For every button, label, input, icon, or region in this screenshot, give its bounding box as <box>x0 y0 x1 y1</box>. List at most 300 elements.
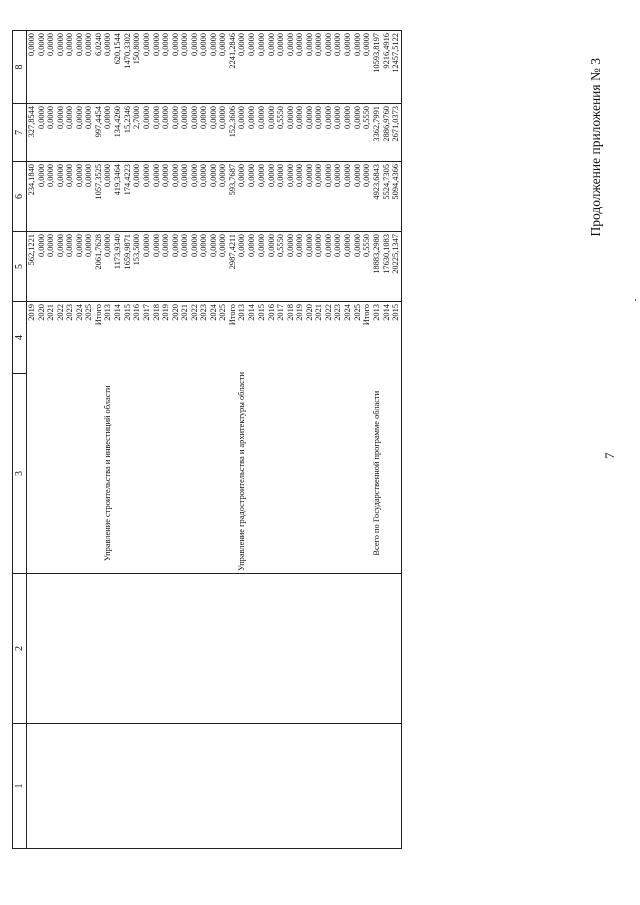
cell-col2 <box>132 574 142 724</box>
cell-organization <box>382 374 392 574</box>
table-row <box>362 31 372 849</box>
table-row <box>27 31 37 849</box>
cell-organization <box>218 374 228 574</box>
cell-year: 2021 <box>180 302 190 374</box>
cell-year: 2024 <box>75 302 85 374</box>
cell-year: 2025 <box>353 302 363 374</box>
cell-col2 <box>218 574 228 724</box>
cell-col1 <box>75 724 85 849</box>
cell-v5: 0,0000 <box>152 162 162 232</box>
cell-v5: 0,0000 <box>305 162 315 232</box>
cell-col2 <box>305 574 315 724</box>
cell-v5: 0,0000 <box>267 162 277 232</box>
column-header-8: 8 <box>13 31 27 104</box>
cell-organization <box>333 374 343 574</box>
table-row <box>132 31 142 849</box>
budget-table <box>12 30 402 849</box>
cell-year: 2013 <box>237 302 247 374</box>
cell-v6: 0,0000 <box>286 104 296 162</box>
table-row <box>84 31 94 849</box>
cell-v5: 0,0000 <box>46 162 56 232</box>
cell-organization <box>343 374 353 574</box>
cell-v5: 0,0000 <box>103 162 113 232</box>
cell-col1 <box>228 724 238 849</box>
cell-v8: 0,0000 <box>56 31 66 104</box>
cell-col2 <box>199 574 209 724</box>
cell-total: 0,0000 <box>295 232 305 302</box>
cell-col2 <box>382 574 392 724</box>
cell-organization <box>180 374 190 574</box>
cell-total: 0,0000 <box>46 232 56 302</box>
cell-total: 0,0000 <box>286 232 296 302</box>
cell-year: 2021 <box>46 302 56 374</box>
cell-organization <box>209 374 219 574</box>
cell-total: 0,0000 <box>267 232 277 302</box>
table-row <box>228 31 238 849</box>
cell-organization <box>171 374 181 574</box>
cell-organization: Управление строительства и инвестиций области <box>103 374 113 574</box>
table-row <box>276 31 286 849</box>
cell-organization <box>190 374 200 574</box>
cell-v8: 0,0000 <box>209 31 219 104</box>
cell-col1 <box>324 724 334 849</box>
table-row <box>324 31 334 849</box>
cell-col1 <box>305 724 315 849</box>
cell-v8: 0,0000 <box>324 31 334 104</box>
cell-v6: 0,0000 <box>65 104 75 162</box>
cell-col2 <box>343 574 353 724</box>
cell-organization <box>391 374 401 574</box>
cell-col1 <box>142 724 152 849</box>
cell-v6: 0,0000 <box>333 104 343 162</box>
cell-year: 2014 <box>247 302 257 374</box>
cell-year: 2018 <box>152 302 162 374</box>
cell-col1 <box>199 724 209 849</box>
table-row <box>305 31 315 849</box>
cell-v5: 0,0000 <box>353 162 363 232</box>
table-row <box>237 31 247 849</box>
table-row <box>75 31 85 849</box>
cell-col1 <box>353 724 363 849</box>
column-header-6: 6 <box>13 162 27 232</box>
cell-total: 0,0000 <box>103 232 113 302</box>
table-row <box>247 31 257 849</box>
cell-v6: 997,4454 <box>94 104 104 162</box>
cell-col1 <box>123 724 133 849</box>
cell-organization <box>267 374 277 574</box>
cell-col2 <box>37 574 47 724</box>
cell-v6: 0,0000 <box>142 104 152 162</box>
cell-year: 2023 <box>199 302 209 374</box>
table-row <box>295 31 305 849</box>
cell-total: 0,0000 <box>199 232 209 302</box>
cell-v6: 0,0000 <box>180 104 190 162</box>
cell-organization <box>142 374 152 574</box>
cell-v8: 12457,5122 <box>391 31 401 104</box>
cell-col2 <box>324 574 334 724</box>
cell-organization: Управление градостроительства и архитектуры области <box>237 374 247 574</box>
cell-v5: 5524,7305 <box>382 162 392 232</box>
cell-v5: 0,0000 <box>343 162 353 232</box>
cell-year: 2024 <box>343 302 353 374</box>
table-header-row <box>13 31 27 849</box>
table-row <box>37 31 47 849</box>
stray-mark <box>635 299 636 301</box>
cell-col1 <box>267 724 277 849</box>
cell-v8: 0,0000 <box>267 31 277 104</box>
cell-total: 562,1221 <box>27 232 37 302</box>
column-header-4: 4 <box>13 302 27 374</box>
table-row <box>113 31 123 849</box>
cell-organization <box>228 374 238 574</box>
cell-v6: 0,0000 <box>37 104 47 162</box>
cell-organization <box>113 374 123 574</box>
cell-organization <box>46 374 56 574</box>
cell-col1 <box>180 724 190 849</box>
cell-v8: 0,0000 <box>295 31 305 104</box>
cell-col1 <box>333 724 343 849</box>
cell-year: 2013 <box>103 302 113 374</box>
cell-col1 <box>46 724 56 849</box>
cell-organization <box>27 374 37 574</box>
table-row <box>180 31 190 849</box>
cell-v6: 0,0000 <box>209 104 219 162</box>
cell-v8: 0,0000 <box>333 31 343 104</box>
table-row <box>171 31 181 849</box>
cell-v6: 2,7000 <box>132 104 142 162</box>
cell-col2 <box>84 574 94 724</box>
cell-organization <box>314 374 324 574</box>
cell-organization <box>65 374 75 574</box>
cell-organization <box>37 374 47 574</box>
cell-organization <box>132 374 142 574</box>
cell-col1 <box>286 724 296 849</box>
cell-v8: 0,0000 <box>84 31 94 104</box>
cell-total: 0,0000 <box>56 232 66 302</box>
cell-v6: 0,0000 <box>353 104 363 162</box>
cell-year: 2025 <box>84 302 94 374</box>
table-row <box>218 31 228 849</box>
column-header-3: 3 <box>13 374 27 574</box>
cell-v5: 0,0000 <box>218 162 228 232</box>
cell-v8: 0,0000 <box>65 31 75 104</box>
cell-year: 2022 <box>190 302 200 374</box>
cell-v5: 0,0000 <box>161 162 171 232</box>
cell-v5: 4923,6843 <box>372 162 382 232</box>
cell-v5: 0,0000 <box>286 162 296 232</box>
cell-organization <box>94 374 104 574</box>
cell-v8: 0,0000 <box>218 31 228 104</box>
cell-year: 2015 <box>391 302 401 374</box>
cell-year: 2024 <box>209 302 219 374</box>
cell-v6: 0,0000 <box>267 104 277 162</box>
cell-v6: 0,0000 <box>56 104 66 162</box>
cell-v6: 0,0000 <box>257 104 267 162</box>
cell-organization <box>247 374 257 574</box>
cell-col1 <box>372 724 382 849</box>
cell-v6: 0,0000 <box>161 104 171 162</box>
cell-col2 <box>333 574 343 724</box>
cell-col1 <box>237 724 247 849</box>
cell-organization <box>56 374 66 574</box>
cell-total: 0,0000 <box>257 232 267 302</box>
cell-col2 <box>257 574 267 724</box>
table-row <box>372 31 382 849</box>
cell-v8: 0,0000 <box>305 31 315 104</box>
cell-total: 0,0000 <box>171 232 181 302</box>
cell-total: 17630,1083 <box>382 232 392 302</box>
cell-v6: 0,0000 <box>171 104 181 162</box>
cell-col1 <box>190 724 200 849</box>
column-header-7: 7 <box>13 104 27 162</box>
cell-v8: 150,8000 <box>132 31 142 104</box>
cell-col1 <box>113 724 123 849</box>
cell-v8: 1470,3302 <box>123 31 133 104</box>
cell-organization <box>295 374 305 574</box>
cell-v5: 0,0000 <box>314 162 324 232</box>
cell-v6: 134,4260 <box>113 104 123 162</box>
cell-col2 <box>267 574 277 724</box>
table-row <box>56 31 66 849</box>
cell-total: 0,0000 <box>343 232 353 302</box>
cell-organization <box>199 374 209 574</box>
cell-v8: 0,0000 <box>161 31 171 104</box>
cell-total: 0,0000 <box>305 232 315 302</box>
cell-year: 2017 <box>142 302 152 374</box>
cell-v8: 0,0000 <box>46 31 56 104</box>
cell-v5: 0,0000 <box>75 162 85 232</box>
cell-v5: 0,0000 <box>37 162 47 232</box>
cell-organization <box>362 374 372 574</box>
cell-v6: 0,5550 <box>276 104 286 162</box>
cell-v6: 0,0000 <box>343 104 353 162</box>
cell-v6: 152,3606 <box>228 104 238 162</box>
cell-col1 <box>37 724 47 849</box>
cell-col1 <box>132 724 142 849</box>
cell-total: 0,0000 <box>65 232 75 302</box>
cell-organization <box>353 374 363 574</box>
cell-year: 2015 <box>123 302 133 374</box>
cell-col2 <box>209 574 219 724</box>
cell-total: 0,0000 <box>353 232 363 302</box>
cell-col1 <box>27 724 37 849</box>
cell-v5: 593,7687 <box>228 162 238 232</box>
cell-v5: 1057,3525 <box>94 162 104 232</box>
table-row <box>199 31 209 849</box>
cell-v5: 0,0000 <box>84 162 94 232</box>
cell-col1 <box>209 724 219 849</box>
table-row <box>286 31 296 849</box>
cell-total: 2987,4211 <box>228 232 238 302</box>
cell-col2 <box>142 574 152 724</box>
cell-v6: 0,0000 <box>152 104 162 162</box>
cell-organization <box>305 374 315 574</box>
cell-total: 0,0000 <box>209 232 219 302</box>
cell-col1 <box>161 724 171 849</box>
cell-v8: 0,0000 <box>343 31 353 104</box>
cell-v6: 0,0000 <box>199 104 209 162</box>
cell-v8: 0,0000 <box>286 31 296 104</box>
cell-col2 <box>27 574 37 724</box>
appendix-label: Продолжение приложения № 3 <box>588 58 603 237</box>
table-row <box>382 31 392 849</box>
table-row <box>391 31 401 849</box>
cell-total: 0,0000 <box>314 232 324 302</box>
cell-year: 2022 <box>56 302 66 374</box>
cell-year: 2020 <box>305 302 315 374</box>
cell-organization <box>161 374 171 574</box>
cell-total: 0,0000 <box>84 232 94 302</box>
cell-total: 0,0000 <box>75 232 85 302</box>
cell-col1 <box>362 724 372 849</box>
cell-v6: 327,8544 <box>27 104 37 162</box>
cell-organization <box>123 374 133 574</box>
cell-col2 <box>353 574 363 724</box>
table-row <box>353 31 363 849</box>
table-row <box>123 31 133 849</box>
cell-v5: 0,0000 <box>324 162 334 232</box>
cell-year: 2013 <box>372 302 382 374</box>
cell-total: 0,5550 <box>362 232 372 302</box>
cell-v8: 9216,4916 <box>382 31 392 104</box>
cell-year: 2025 <box>218 302 228 374</box>
cell-organization <box>84 374 94 574</box>
table-row <box>161 31 171 849</box>
cell-v5: 0,0000 <box>247 162 257 232</box>
cell-v5: 0,0000 <box>56 162 66 232</box>
cell-total: 0,0000 <box>37 232 47 302</box>
cell-col2 <box>65 574 75 724</box>
cell-year: 2023 <box>65 302 75 374</box>
table-row <box>257 31 267 849</box>
table-row <box>209 31 219 849</box>
cell-v5: 0,0000 <box>190 162 200 232</box>
cell-total: 0,5550 <box>276 232 286 302</box>
cell-v8: 0,0000 <box>353 31 363 104</box>
cell-v6: 0,0000 <box>237 104 247 162</box>
cell-col2 <box>94 574 104 724</box>
cell-col2 <box>161 574 171 724</box>
cell-v5: 0,0000 <box>362 162 372 232</box>
table-row <box>333 31 343 849</box>
cell-v8: 6,0240 <box>94 31 104 104</box>
cell-col1 <box>314 724 324 849</box>
cell-col1 <box>84 724 94 849</box>
column-header-2: 2 <box>13 574 27 724</box>
cell-v6: 0,0000 <box>314 104 324 162</box>
cell-col2 <box>123 574 133 724</box>
cell-v6: 0,0000 <box>103 104 113 162</box>
cell-col2 <box>228 574 238 724</box>
cell-col1 <box>391 724 401 849</box>
cell-v6: 0,0000 <box>305 104 315 162</box>
cell-col1 <box>171 724 181 849</box>
table-row <box>267 31 277 849</box>
cell-col1 <box>152 724 162 849</box>
cell-year: 2014 <box>113 302 123 374</box>
cell-v5: 0,0000 <box>333 162 343 232</box>
cell-col2 <box>46 574 56 724</box>
cell-total: 0,0000 <box>190 232 200 302</box>
cell-col2 <box>190 574 200 724</box>
table-row <box>190 31 200 849</box>
cell-v6: 0,0000 <box>324 104 334 162</box>
cell-v8: 0,0000 <box>362 31 372 104</box>
page-number: 7 <box>602 452 617 459</box>
cell-year: Итого <box>228 302 238 374</box>
cell-total: 0,0000 <box>247 232 257 302</box>
cell-v8: 0,0000 <box>199 31 209 104</box>
table-row <box>46 31 56 849</box>
cell-v6: 2886,9760 <box>382 104 392 162</box>
cell-v8: 0,0000 <box>152 31 162 104</box>
table-row <box>142 31 152 849</box>
cell-year: 2020 <box>171 302 181 374</box>
cell-total: 0,0000 <box>152 232 162 302</box>
cell-col2 <box>75 574 85 724</box>
cell-total: 0,0000 <box>324 232 334 302</box>
table-row <box>103 31 113 849</box>
cell-year: Итого <box>362 302 372 374</box>
cell-v6: 2671,0373 <box>391 104 401 162</box>
cell-organization <box>286 374 296 574</box>
table-row <box>314 31 324 849</box>
cell-year: 2019 <box>27 302 37 374</box>
cell-year: 2021 <box>314 302 324 374</box>
cell-v5: 0,0000 <box>65 162 75 232</box>
column-header-5: 5 <box>13 232 27 302</box>
cell-total: 1659,9871 <box>123 232 133 302</box>
cell-col2 <box>276 574 286 724</box>
table-row <box>65 31 75 849</box>
cell-v8: 0,0000 <box>37 31 47 104</box>
cell-year: 2016 <box>267 302 277 374</box>
cell-col1 <box>56 724 66 849</box>
cell-year: Итого <box>94 302 104 374</box>
cell-col2 <box>152 574 162 724</box>
cell-col2 <box>171 574 181 724</box>
table-row <box>94 31 104 849</box>
cell-v8: 620,1544 <box>113 31 123 104</box>
cell-col2 <box>314 574 324 724</box>
cell-organization <box>75 374 85 574</box>
cell-v5: 0,0000 <box>276 162 286 232</box>
cell-year: 2022 <box>324 302 334 374</box>
cell-v8: 0,0000 <box>190 31 200 104</box>
cell-year: 2019 <box>295 302 305 374</box>
cell-total: 20225,1347 <box>391 232 401 302</box>
cell-col2 <box>247 574 257 724</box>
cell-v5: 5094,4366 <box>391 162 401 232</box>
cell-v8: 0,0000 <box>142 31 152 104</box>
cell-v6: 0,0000 <box>218 104 228 162</box>
cell-total: 0,0000 <box>237 232 247 302</box>
cell-v8: 2241,2846 <box>228 31 238 104</box>
cell-total: 0,0000 <box>333 232 343 302</box>
cell-v5: 0,0000 <box>237 162 247 232</box>
cell-col1 <box>343 724 353 849</box>
cell-v5: 0,0000 <box>199 162 209 232</box>
cell-v5: 174,4223 <box>123 162 133 232</box>
cell-total: 0,0000 <box>142 232 152 302</box>
cell-organization <box>152 374 162 574</box>
cell-col2 <box>56 574 66 724</box>
cell-organization <box>257 374 267 574</box>
cell-v6: 0,0000 <box>75 104 85 162</box>
cell-v5: 0,0000 <box>142 162 152 232</box>
cell-col2 <box>103 574 113 724</box>
cell-total: 1173,9340 <box>113 232 123 302</box>
